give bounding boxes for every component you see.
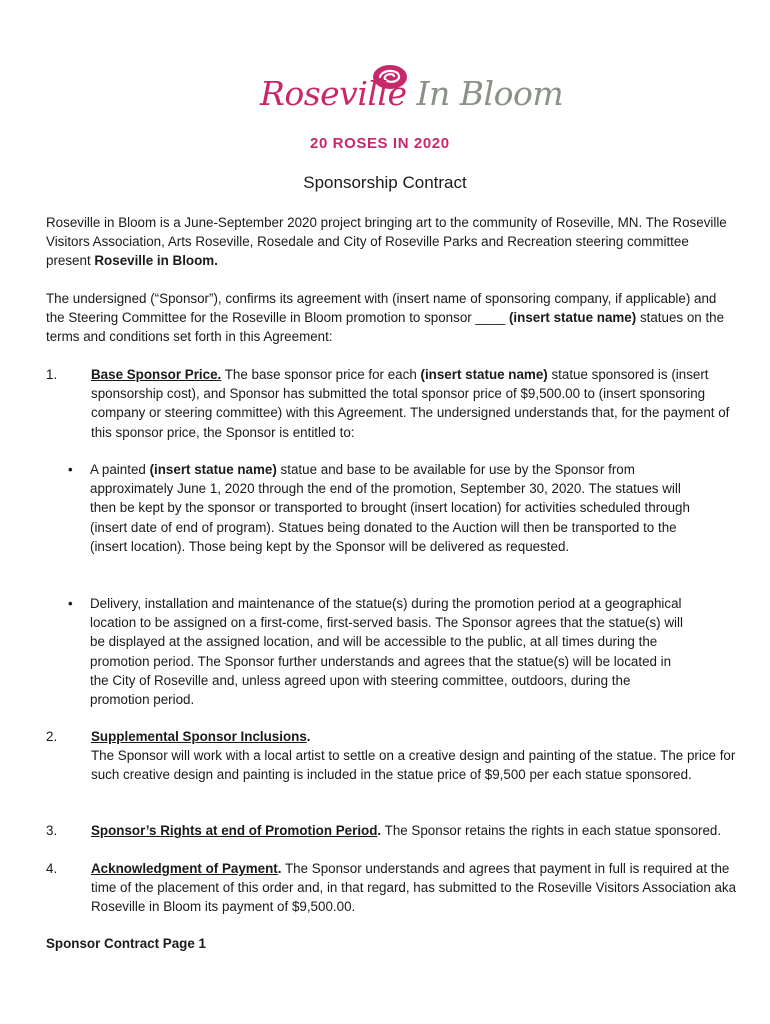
roseville-in-bloom-logo <box>252 62 564 158</box>
item-heading: Sponsor’s Rights at end of Promotion Period <box>91 823 378 838</box>
item-body: Supplemental Sponsor Inclusions. The Sponsor will work with a local artist to settle on a creative design and painting of the statue. The price for such creative design and painting is included in the statue price of $9,500 per each statue sponsored. <box>91 729 736 783</box>
item-number: 2. <box>46 729 58 744</box>
item-heading: Base Sponsor Price. <box>91 367 222 382</box>
item-heading: Acknowledgment of Payment <box>91 861 278 876</box>
page-title: Sponsorship Contract <box>303 173 467 192</box>
logo-tagline: 20 ROSES IN 2020 <box>310 135 450 152</box>
item-number: 4. <box>46 861 58 876</box>
bullet-dot: • <box>68 596 73 611</box>
item-number: 1. <box>46 367 58 382</box>
item-number: 3. <box>46 823 58 838</box>
item-body: Sponsor’s Rights at end of Promotion Period. The Sponsor retains the rights in each statue sponsored. <box>91 823 722 838</box>
item-body: Base Sponsor Price. The base sponsor price for each (insert statue name) statue sponsored is (insert sponsorship cost), and Sponsor has submitted the total sponsor price of $9,500.00 to (insert sponsoring company or steering committee) with this Agreement. The undersigned understands that, for the payment of this sponsor price, the Sponsor is entitled to: <box>91 367 730 440</box>
item-heading: Supplemental Sponsor Inclusions <box>91 729 307 744</box>
undersigned-paragraph: The undersigned (“Sponsor”), confirms its agreement with (insert name of sponsoring company, if applicable) and the Steering Committee for the Roseville in Bloom promotion to sponsor ____ (insert statue name) statues on the terms and conditions set forth in this Agreement: <box>46 291 725 345</box>
bullet-text: A painted (insert statue name) statue and base to be available for use by the Sponsor from approximately June 1, 2020 through the end of the promotion, September 30, 2020. The statues will then be kept by the sponsor or transported to brought (insert location) for activities scheduled through (insert date of end of program). Statues being donated to the Auction will then be transported to the (insert location). Those being kept by the Sponsor will be delivered as requested. <box>90 462 690 554</box>
page-footer: Sponsor Contract Page 1 <box>46 936 206 951</box>
intro-paragraph: Roseville in Bloom is a June-September 2020 project bringing art to the community of Roseville, MN. The Roseville Visitors Association, Arts Roseville, Rosedale and City of Roseville Parks and Recreation steering committee present Roseville in Bloom. <box>46 215 727 269</box>
item-body: Acknowledgment of Payment. The Sponsor understands and agrees that payment in full is required at the time of the placement of this order and, in that regard, has submitted to the Roseville Visitors Association aka Roseville in Bloom its payment of $9,500.00. <box>91 861 737 915</box>
logo-script: Roseville In Bloom <box>260 74 564 113</box>
bullet-text: Delivery, installation and maintenance of the statue(s) during the promotion period at a geographical location to be assigned on a first-come, first-served basis. The Sponsor agrees that the statue(s) will be displayed at the assigned location, and will be accessible to the public, at all times during the promotion period. The Sponsor further understands and agrees that the statue(s) will be located in the City of Roseville and, unless agreed upon with steering committee, outdoors, during the promotion period. <box>90 596 683 708</box>
bullet-dot: • <box>68 462 73 477</box>
